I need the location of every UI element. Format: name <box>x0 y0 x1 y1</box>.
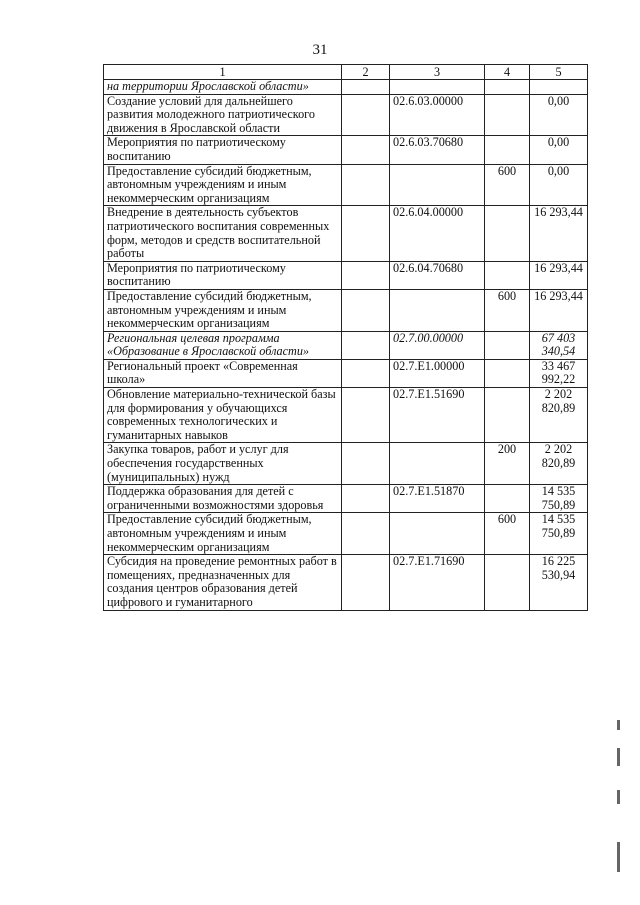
row-code-cell <box>390 289 485 331</box>
row-expense-type-cell <box>485 261 530 289</box>
row-expense-type-cell <box>485 359 530 387</box>
row-amount-cell: 67 403 340,54 <box>530 331 588 359</box>
row-amount-cell: 16 225 530,94 <box>530 555 588 610</box>
table-row <box>104 359 588 387</box>
row-amount-cell <box>530 80 588 95</box>
page-number: 31 <box>312 42 328 58</box>
row-col2-cell <box>342 261 390 289</box>
header-row <box>104 65 588 80</box>
table-row <box>104 331 588 359</box>
margin-mark <box>617 748 620 766</box>
row-code-cell: 02.6.03.00000 <box>390 94 485 136</box>
row-code-cell: 02.7.E1.51870 <box>390 485 485 513</box>
row-expense-type-cell <box>485 331 530 359</box>
row-name-cell: Предоставление субсидий бюджетным, автономным учреждениям и иным некоммерческим организациям <box>104 513 342 555</box>
row-expense-type-cell <box>485 94 530 136</box>
table-row <box>104 164 588 206</box>
row-code-cell: 02.6.03.70680 <box>390 136 485 164</box>
table-row <box>104 443 588 485</box>
row-name-cell: Создание условий для дальнейшего развития молодежного патриотического движения в Ярославской области <box>104 94 342 136</box>
row-name-cell: Внедрение в деятельность субъектов патриотического воспитания современных форм, методов и средств воспитательной работы <box>104 206 342 261</box>
row-code-cell: 02.7.E1.71690 <box>390 555 485 610</box>
row-col2-cell <box>342 94 390 136</box>
table-row <box>104 513 588 555</box>
row-code-cell <box>390 164 485 206</box>
row-amount-cell: 2 202 820,89 <box>530 443 588 485</box>
row-amount-cell: 14 535 750,89 <box>530 485 588 513</box>
row-col2-cell <box>342 80 390 95</box>
row-expense-type-cell <box>485 485 530 513</box>
row-col2-cell <box>342 513 390 555</box>
row-name-cell: Предоставление субсидий бюджетным, автономным учреждениям и иным некоммерческим организациям <box>104 164 342 206</box>
row-amount-cell: 0,00 <box>530 136 588 164</box>
row-expense-type-cell <box>485 388 530 443</box>
table-row <box>104 485 588 513</box>
row-name-cell: Региональная целевая программа «Образование в Ярославской области» <box>104 331 342 359</box>
row-col2-cell <box>342 331 390 359</box>
table-row <box>104 261 588 289</box>
row-expense-type-cell: 600 <box>485 513 530 555</box>
row-code-cell <box>390 443 485 485</box>
row-name-cell: Мероприятия по патриотическому воспитанию <box>104 136 342 164</box>
table-row <box>104 289 588 331</box>
column-header-2: 2 <box>342 65 390 80</box>
row-name-cell: Закупка товаров, работ и услуг для обеспечения государственных (муниципальных) нужд <box>104 443 342 485</box>
row-col2-cell <box>342 555 390 610</box>
column-header-amount: 5 <box>530 65 588 80</box>
row-name-cell: Поддержка образования для детей с ограниченными возможностями здоровья <box>104 485 342 513</box>
row-code-cell: 02.7.E1.51690 <box>390 388 485 443</box>
table-row <box>104 136 588 164</box>
table-row <box>104 388 588 443</box>
table-body <box>104 80 588 611</box>
row-expense-type-cell <box>485 136 530 164</box>
row-col2-cell <box>342 206 390 261</box>
row-code-cell: 02.6.04.70680 <box>390 261 485 289</box>
budget-table <box>103 64 588 611</box>
row-amount-cell: 0,00 <box>530 164 588 206</box>
row-amount-cell: 2 202 820,89 <box>530 388 588 443</box>
row-expense-type-cell <box>485 555 530 610</box>
table-row <box>104 94 588 136</box>
row-expense-type-cell: 600 <box>485 164 530 206</box>
row-col2-cell <box>342 136 390 164</box>
row-expense-type-cell <box>485 206 530 261</box>
row-amount-cell: 16 293,44 <box>530 289 588 331</box>
margin-mark <box>617 720 620 730</box>
column-header-name: 1 <box>104 65 342 80</box>
margin-mark <box>617 842 620 872</box>
table-row <box>104 80 588 95</box>
row-name-cell: Предоставление субсидий бюджетным, автономным учреждениям и иным некоммерческим организациям <box>104 289 342 331</box>
row-amount-cell: 0,00 <box>530 94 588 136</box>
row-expense-type-cell <box>485 80 530 95</box>
column-header-expense-type: 4 <box>485 65 530 80</box>
row-col2-cell <box>342 388 390 443</box>
row-col2-cell <box>342 485 390 513</box>
row-name-cell: Субсидия на проведение ремонтных работ в помещениях, предназначенных для создания центров образования детей цифрового и гуманитарного <box>104 555 342 610</box>
row-amount-cell: 14 535 750,89 <box>530 513 588 555</box>
row-code-cell: 02.7.00.00000 <box>390 331 485 359</box>
row-amount-cell: 16 293,44 <box>530 206 588 261</box>
row-col2-cell <box>342 164 390 206</box>
row-name-cell: на территории Ярославской области» <box>104 80 342 95</box>
margin-mark <box>617 790 620 804</box>
row-code-cell <box>390 80 485 95</box>
row-expense-type-cell: 600 <box>485 289 530 331</box>
row-name-cell: Мероприятия по патриотическому воспитанию <box>104 261 342 289</box>
column-header-code: 3 <box>390 65 485 80</box>
table-row <box>104 555 588 610</box>
row-name-cell: Обновление материально-технической базы для формирования у обучающихся современных технологических и гуманитарных навыков <box>104 388 342 443</box>
row-expense-type-cell: 200 <box>485 443 530 485</box>
row-col2-cell <box>342 359 390 387</box>
row-amount-cell: 16 293,44 <box>530 261 588 289</box>
row-col2-cell <box>342 443 390 485</box>
row-code-cell: 02.7.E1.00000 <box>390 359 485 387</box>
row-amount-cell: 33 467 992,22 <box>530 359 588 387</box>
row-col2-cell <box>342 289 390 331</box>
table-row <box>104 206 588 261</box>
row-code-cell <box>390 513 485 555</box>
row-name-cell: Региональный проект «Современная школа» <box>104 359 342 387</box>
row-code-cell: 02.6.04.00000 <box>390 206 485 261</box>
